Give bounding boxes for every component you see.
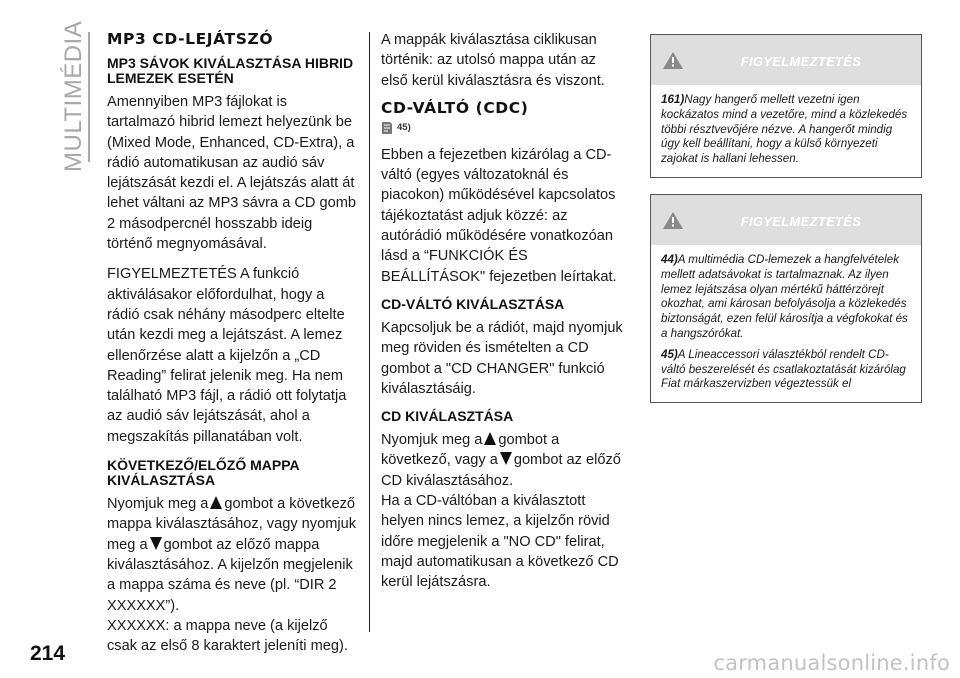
reference-line (381, 119, 623, 137)
warning-title: FIGYELMEZTETÉS (740, 54, 862, 69)
subheading-folder: KÖVETKEZŐ/ELŐZŐ MAPPA KIVÁLASZTÁSA (107, 457, 300, 489)
subheading-hybrid: MP3 SÁVOK KIVÁLASZTÁSA HIBRID LEMEZEK ESETÉN (107, 55, 354, 86)
paragraph-cd-select: Nyomjuk meg a gombot a következő, vagy a gombot az előző CD kiválasztásához. (381, 432, 621, 489)
paragraph-cdc-intro: Ebben a fejezetben kizárólag a CD-váltó (egyes változatoknál és piacokon) működésével kapcsolatos tájékoztatást adjuk közzé: az autórádió működésére vonatkozóan lásd a “FUNKCIÓK ÉS BEÁLLÍTÁSOK" fejezetben leírtakat. (381, 146, 617, 285)
subheading-cdc-select: CD-VÁLTÓ KIVÁLASZTÁSA (381, 295, 565, 312)
up-arrow-icon (484, 432, 496, 445)
page-number: 214 (30, 642, 66, 665)
warning-header (651, 195, 921, 245)
warning-title: FIGYELMEZTETÉS (740, 213, 862, 229)
paragraph-no-cd: Ha a CD-váltóban a kiválasztott helyen nincs lemez, a kijelzőn rövid időre megjelenik a "NO CD" felirat, majd automatikusan a következő CD kerül lejátszásra. (381, 493, 619, 591)
warning-box-volume (650, 34, 922, 178)
subheading-cd-select: CD KIVÁLASZTÁSA (381, 408, 514, 425)
paragraph-folder-name: XXXXXX: a mappa neve (a kijelző csak az első 8 karaktert jeleníti meg). (107, 617, 348, 655)
warning-body (651, 245, 921, 402)
up-arrow-icon (210, 496, 222, 509)
column-middle (381, 30, 623, 593)
warning-text: A Lineaccessori választékból rendelt CD-váltó beszerelését és csatlakoztatását kizárólag Fiat márkaszervizben végeztessük el (661, 347, 906, 391)
reference-number: 45) (397, 121, 411, 133)
section-label-text: MULTIMÉDIA (60, 20, 87, 172)
warning-number: 161) (661, 93, 685, 106)
watermark: carmanualsonline.info (713, 651, 950, 675)
warning-box-cd (650, 194, 922, 403)
column-left (107, 30, 359, 656)
warning-body (651, 85, 921, 177)
warning-text: A multimédia CD-lemezek a hangfelvételek mellett adatsávokat is tartalmaznak. Az ilyen lemez lejátszása olyan mértékű háttérzörejt okozhat, ami károsan befolyásolja a közlekedés biztonságát, ezen felül károsítja a végfokokat és a hangszórókat. (661, 252, 908, 340)
warning-header (651, 35, 921, 85)
warning-number: 45) (661, 347, 678, 361)
manual-book-icon (381, 121, 393, 135)
down-arrow-icon (150, 537, 162, 550)
down-arrow-icon (500, 452, 512, 465)
paragraph-cyclic: A mappák kiválasztása ciklikusan történik: az utolsó mappa után az első kerül kiválasztásra és viszont. (381, 32, 605, 89)
warning-text: Nagy hangerő mellett vezetni igen kockázatos mind a vezetőre, mind a közlekedés többi résztvevőjére nézve. A hangerőt mindig úgy kell beállítani, hogy a külső környezeti zajokat is hallani lehessen. (661, 93, 908, 166)
section-title-mp3: MP3 CD-LEJÁTSZÓ (107, 30, 274, 48)
column-divider (369, 32, 370, 632)
paragraph-hybrid: Amennyiben MP3 fájlokat is tartalmazó hibrid lemezt helyezünk be (Mixed Mode, Enhanced, CD-Extra), a rádió automatikusan az audió sáv lejátszását kezdi el. A lejátszás alatt át lehet váltani az MP3 sávra a CD gomb 2 másodpercnél hosszabb ideig történő megnyomásával. (107, 94, 357, 253)
section-title-cdc: CD-VÁLTÓ (CDC) (381, 98, 529, 117)
paragraph-warning-note: FIGYELMEZTETÉS A funkció aktiválásakor előfordulhat, hogy a rádió csak néhány másodperc eltelte után kezdi meg a lejátszást. A lemez ellenőrzése alatt a kijelzőn a „CD Reading” felirat jelenik meg. Ha nem található MP3 fájl, a rádió ott folytatja az audió sáv lejátszását, ahol a megszakítás pillanatában volt. (107, 266, 347, 445)
section-label (58, 20, 87, 172)
column-right (650, 34, 922, 419)
section-rule (88, 32, 90, 162)
paragraph-cdc-select: Kapcsoljuk be a rádiót, majd nyomjuk meg röviden és ismételten a CD gombot a "CD CHANGER" funkció kiválasztásáig. (381, 319, 623, 397)
warning-number: 44) (661, 252, 678, 266)
paragraph-folder: Nyomjuk meg a gombot a következő mappa kiválasztásához, vagy nyomjuk meg a gombot az előző mappa kiválasztásához. A kijelzőn megjelenik a mappa száma és neve (pl. “DIR 2 XXXXXX”). (107, 496, 357, 614)
